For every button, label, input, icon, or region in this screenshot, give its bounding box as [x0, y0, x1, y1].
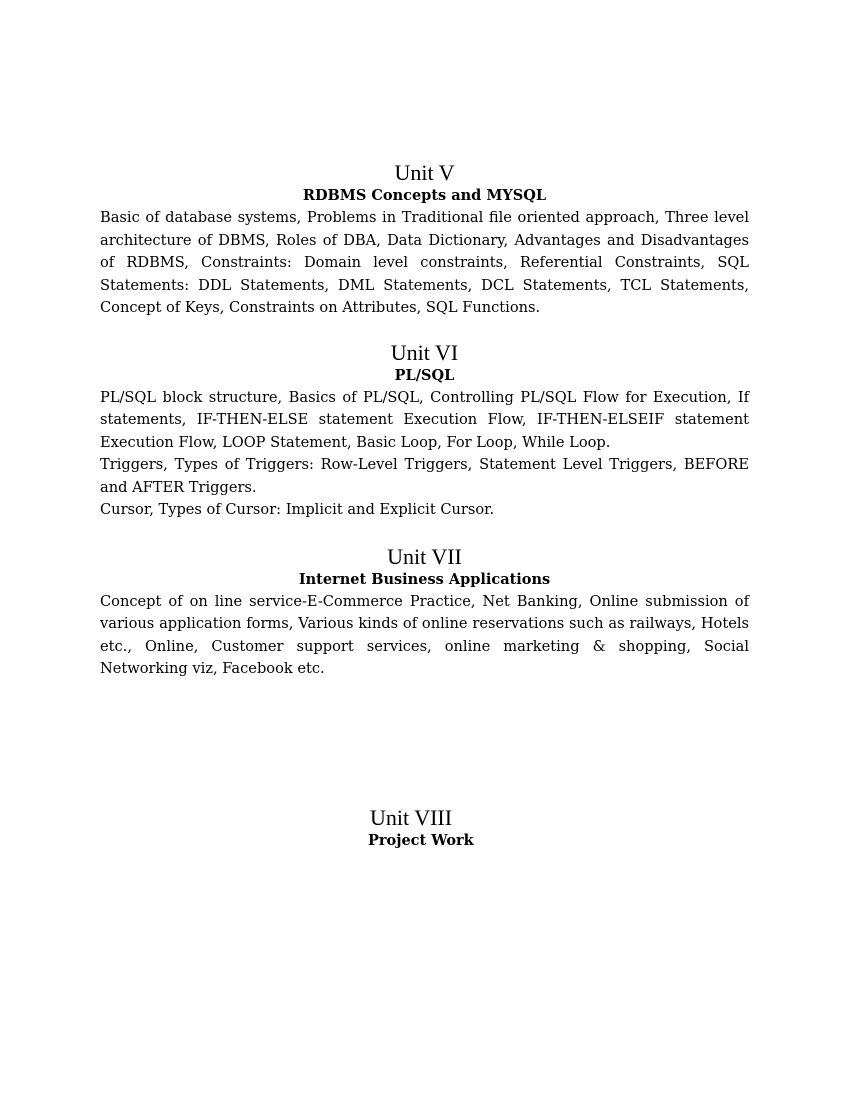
- unit-v-section: [100, 160, 749, 320]
- unit-viii-section: [100, 805, 749, 852]
- unit-subtitle: PL/SQL: [394, 366, 455, 384]
- unit-paragraph: PL/SQL block structure, Basics of PL/SQL, Controlling PL/SQL Flow for Execution, If statements, IF-THEN-ELSE statement Execution Flow, IF-THEN-ELSEIF statement Execution Flow, LOOP Statement, Basic Loop, For Loop, While Loop.: [100, 388, 749, 451]
- unit-title: Unit VI: [390, 339, 459, 365]
- unit-paragraph: Concept of on line service-E-Commerce Practice, Net Banking, Online submission of various application forms, Various kinds of online reservations such as railways, Hotels etc., Online, Customer support services, online marketing & shopping, Social Networking viz, Facebook etc.: [100, 592, 749, 677]
- unit-title: Unit VIII: [370, 805, 453, 830]
- unit-title: Unit VII: [387, 543, 462, 569]
- document-page: [100, 160, 749, 849]
- unit-paragraph: Cursor, Types of Cursor: Implicit and Explicit Cursor.: [100, 501, 495, 518]
- unit-vii-section: [100, 544, 749, 681]
- unit-paragraph: Basic of database systems, Problems in Traditional file oriented approach, Three level architecture of DBMS, Roles of DBA, Data Dictionary, Advantages and Disadvantages of RDBMS, Constraints: Domain level constraints, Referential Constraints, SQL Statements: DDL Statements, DML Statements, DCL Statements, TCL Statements, Concept of Keys, Constraints on Attributes, SQL Functions.: [100, 209, 749, 316]
- unit-subtitle: Internet Business Applications: [298, 570, 551, 588]
- unit-title: Unit V: [394, 160, 455, 185]
- unit-vi-section: [100, 340, 749, 522]
- unit-paragraph: Triggers, Types of Triggers: Row-Level Triggers, Statement Level Triggers, BEFORE and AFTER Triggers.: [100, 456, 749, 496]
- unit-subtitle: RDBMS Concepts and MYSQL: [302, 187, 547, 204]
- unit-subtitle: Project Work: [368, 832, 474, 849]
